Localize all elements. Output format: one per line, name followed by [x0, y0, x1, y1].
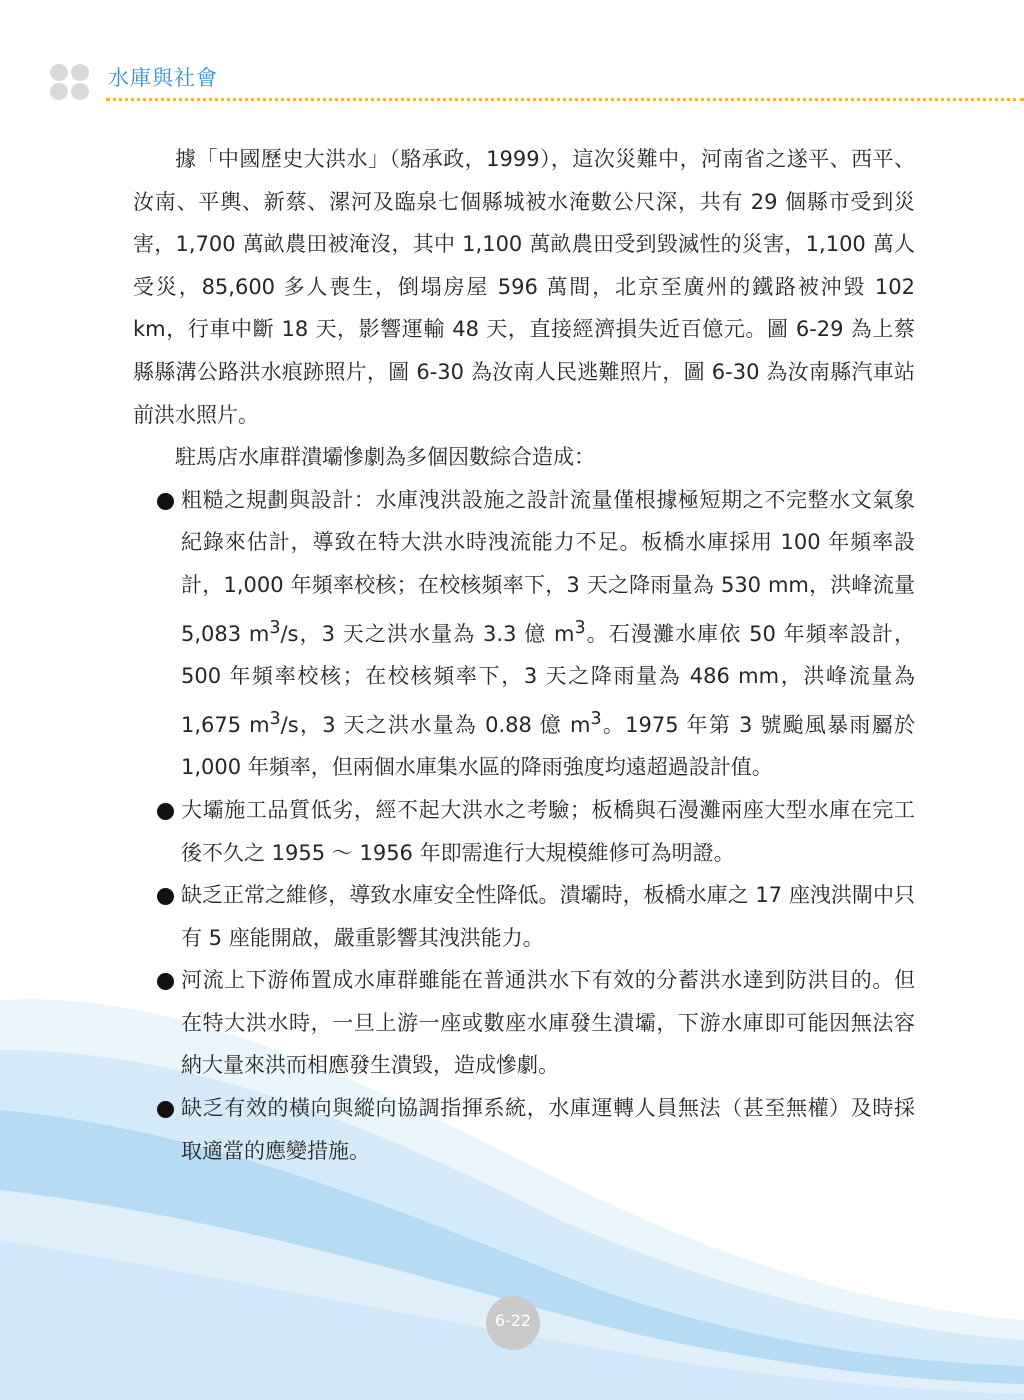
list-item-text: 粗糙之規劃與設計：水庫洩洪設施之設計流量僅根據極短期之不完整水文氣象紀錄來估計，導致在特大洪水時洩流能力不足。板橋水庫採用 100 年頻率設計，1,000 年頻率校核；在校核頻率下，3 天之降雨量為 530 mm，洪峰流量 5,083 m: [181, 487, 915, 646]
list-item: [133, 874, 915, 959]
lead-in-paragraph: 駐馬店水庫群潰壩慘劇為多個因數綜合造成：: [175, 445, 595, 470]
superscript: 3: [269, 708, 281, 729]
logo-dots-icon: [50, 64, 94, 100]
book-title: 水庫與社會: [108, 66, 218, 90]
list-item-text: 河流上下游佈置成水庫群雖能在普通洪水下有效的分蓄洪水達到防洪目的。但在特大洪水時，一旦上游一座或數座水庫發生潰壩，下游水庫即可能因無法容納大量來洪而相應發生潰毀，造成慘劇。: [181, 968, 915, 1078]
list-item-text: 。石漫灘水庫依 50 年頻率設計，500 年頻率校核；在校核頻率下，3 天之降雨量為 486 mm，洪峰流量為 1,675 m: [181, 621, 915, 737]
main-content: [133, 138, 915, 1172]
bullet-icon: [157, 803, 174, 820]
list-item: [133, 479, 915, 789]
bullet-icon: [157, 973, 174, 990]
bullet-icon: [157, 493, 174, 510]
list-item: [133, 789, 915, 874]
list-item: [133, 1087, 915, 1172]
list-item: [133, 959, 915, 1087]
list-item-text: /s，3 天之洪水量為 0.88 億 m: [280, 712, 591, 737]
list-item-text: 大壩施工品質低劣，經不起大洪水之考驗；板橋與石漫灘兩座大型水庫在完工後不久之 1955 ～ 1956 年即需進行大規模維修可為明證。: [181, 797, 915, 865]
superscript: 3: [574, 617, 586, 638]
bullet-icon: [157, 888, 174, 905]
superscript: 3: [269, 617, 281, 638]
list-item-text: 。1975 年第 3 號颱風暴雨屬於 1,000 年頻率，但兩個水庫集水區的降雨強度均遠超過設計值。: [181, 712, 915, 780]
bullet-icon: [157, 1101, 174, 1118]
header-dotted-rule: [106, 98, 1024, 101]
intro-paragraph: 據「中國歷史大洪水」（駱承政，1999），這次災難中，河南省之遂平、西平、汝南、平輿、新蔡、漯河及臨泉七個縣城被水淹數公尺深，共有 29 個縣市受到災害，1,700 萬畝農田被淹沒，其中 1,100 萬畝農田受到毀滅性的災害，1,100 萬人受災，85,600 多人喪生，倒塌房屋 596 萬間，北京至廣州的鐵路被沖毀 102 km，行車中斷 18 天，影響運輸 48 天，直接經濟損失近百億元。圖 6-29 為上蔡縣縣溝公路洪水痕跡照片，圖 6-30 為汝南人民逃難照片，圖 6-30 為汝南縣汽車站前洪水照片。: [133, 147, 915, 427]
superscript: 3: [590, 708, 602, 729]
page-header: [0, 0, 1024, 110]
list-item-text: /s，3 天之洪水量為 3.3 億 m: [280, 621, 575, 646]
list-item-text: 缺乏正常之維修，導致水庫安全性降低。潰壩時，板橋水庫之 17 座洩洪閘中只有 5 座能開啟，嚴重影響其洩洪能力。: [181, 883, 915, 950]
page-number: 6-22: [494, 1311, 532, 1330]
cause-list: [133, 479, 915, 1173]
list-item-text: 缺乏有效的橫向與縱向協調指揮系統，水庫運轉人員無法（甚至無權）及時採取適當的應變措施。: [181, 1096, 915, 1163]
